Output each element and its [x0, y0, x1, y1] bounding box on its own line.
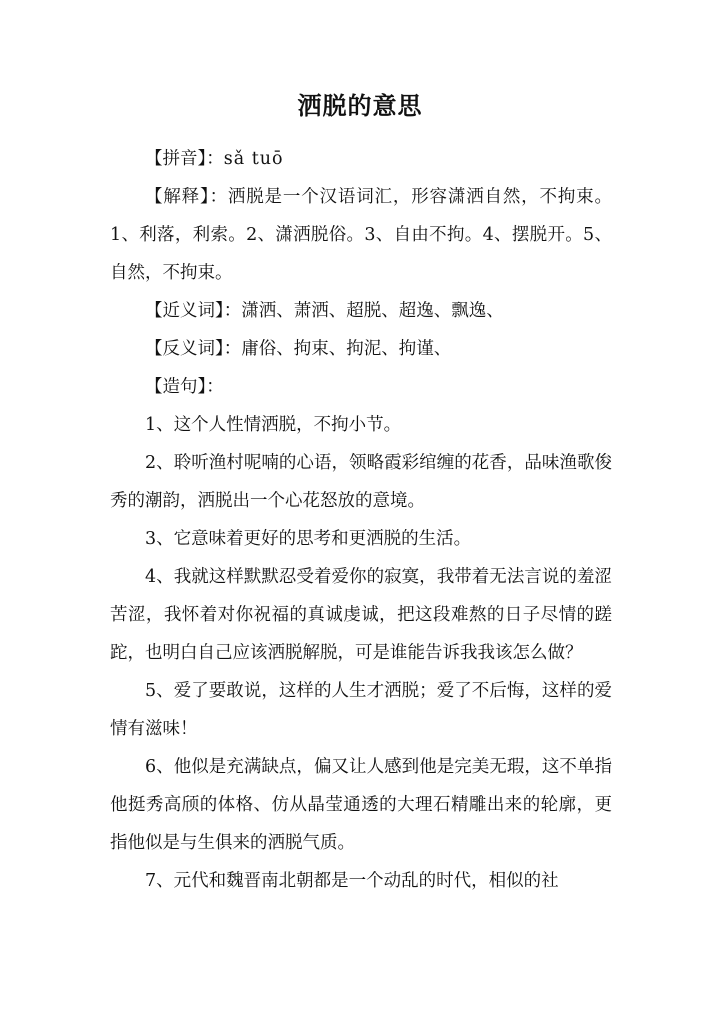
example-sentence-6: 6、他似是充满缺点，偏又让人感到他是完美无瑕，这不单指他挺秀高颀的体格、仿从晶莹通透的大理石精雕出来的轮廓，更指他似是与生俱来的洒脱气质。	[110, 757, 612, 853]
antonyms-paragraph: 【反义词】：庸俗、拘束、拘泥、拘谨、	[145, 339, 452, 359]
synonyms-paragraph: 【近义词】：潇洒、萧洒、超脱、超逸、飘逸、	[145, 301, 504, 321]
explanation-paragraph: 【解释】：洒脱是一个汉语词汇，形容潇洒自然，不拘束。1、利落，利索。2、潇洒脱俗。3、自由不拘。4、摆脱开。5、自然，不拘束。	[110, 187, 612, 283]
example-sentence-1: 1、这个人性情洒脱，不拘小节。	[145, 415, 402, 435]
example-sentence-5: 5、爱了要敢说，这样的人生才洒脱；爱了不后悔，这样的爱情有滋味！	[110, 681, 612, 739]
example-sentence-4: 4、我就这样默默忍受着爱你的寂寞，我带着无法言说的羞涩苦涩，我怀着对你祝福的真诚虔诚，把这段难熬的日子尽情的蹉跎，也明白自己应该洒脱解脱，可是谁能告诉我我该怎么做？	[110, 567, 612, 663]
pinyin-label: 【拼音】：	[145, 149, 224, 169]
example-sentence-7: 7、元代和魏晋南北朝都是一个动乱的时代，相似的社	[145, 871, 559, 891]
pinyin-value: sǎ tuō	[223, 149, 284, 169]
document-body	[110, 140, 612, 900]
page-title: 洒脱的意思	[297, 92, 423, 120]
example-sentence-2: 2、聆听渔村呢喃的心语，领略霞彩绾缠的花香，品味渔歌俊秀的潮韵，洒脱出一个心花怒放的意境。	[110, 453, 612, 511]
example-sentence-3: 3、它意味着更好的思考和更洒脱的生活。	[145, 529, 472, 549]
pinyin-line	[110, 140, 612, 178]
sentence-heading: 【造句】：	[145, 377, 224, 397]
